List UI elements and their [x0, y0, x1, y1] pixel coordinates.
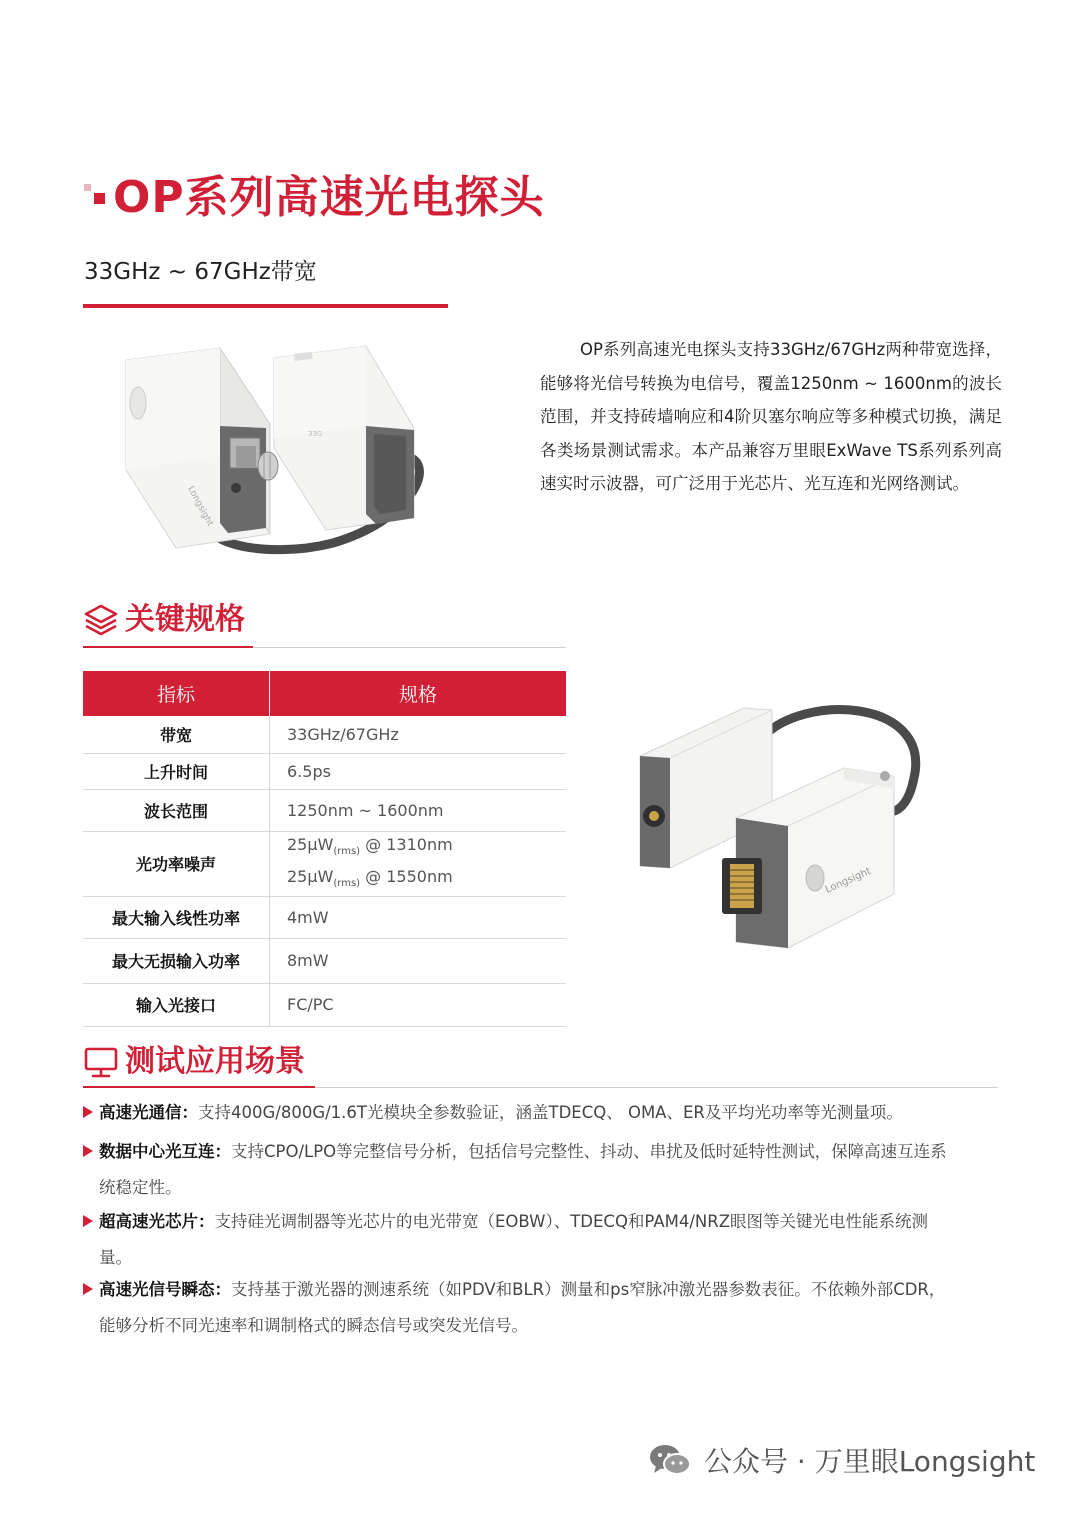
spec-value: 4mW	[270, 896, 567, 938]
bullet-arrow-icon	[83, 1283, 93, 1295]
app-item-text: 支持硅光调制器等光芯片的电光带宽（EOBW）、TDECQ和PAM4/NRZ眼图等关键光电性能系统测	[214, 1212, 929, 1231]
wechat-icon	[648, 1442, 692, 1478]
spec-table	[83, 671, 566, 1027]
bullet-arrow-icon	[83, 1106, 93, 1118]
spec-section-title: 关键规格	[125, 602, 245, 637]
spec-key: 带宽	[83, 716, 270, 753]
brand-text-2: Longsight	[823, 865, 873, 896]
spec-value: 6.5ps	[270, 753, 567, 789]
apps-section-header	[83, 1042, 305, 1082]
footer-text: 公众号 · 万里眼Longsight	[704, 1445, 1036, 1478]
spec-value	[270, 831, 567, 896]
table-row	[83, 831, 566, 896]
layers-icon	[83, 602, 119, 638]
spec-key: 输入光接口	[83, 983, 270, 1026]
probe-label-tag: 33G	[308, 430, 323, 438]
app-item-text-cont: 量。	[99, 1248, 132, 1267]
title-decoration	[84, 184, 91, 191]
spec-value: 1250nm ~ 1600nm	[270, 789, 567, 831]
table-row	[83, 896, 566, 938]
app-item-text-cont: 统稳定性。	[99, 1178, 182, 1197]
product-image-probe-angled	[632, 698, 932, 960]
bullet-arrow-icon	[83, 1145, 93, 1157]
intro-paragraph	[540, 333, 1002, 501]
app-item	[83, 1204, 998, 1276]
intro-text: OP系列高速光电探头支持33GHz/67GHz两种带宽选择，能够将光信号转换为电信号，覆盖1250nm ~ 1600nm的波长范围，并支持砖墙响应和4阶贝塞尔响应等多种模式切换，满足各类场景测试需求。本产品兼容万里眼ExWave TS系列系列高速实时示波器，可广泛用于光芯片、光互连和光网络测试。	[540, 340, 1002, 493]
spec-value: 33GHz/67GHz	[270, 716, 567, 753]
app-item-text: 支持400G/800G/1.6T光模块全参数验证，涵盖TDECQ、 OMA、ER及平均光功率等光测量项。	[198, 1103, 903, 1122]
table-row	[83, 753, 566, 789]
monitor-icon	[83, 1044, 119, 1080]
apps-section-title: 测试应用场景	[125, 1044, 305, 1079]
spec-key: 光功率噪声	[83, 831, 270, 896]
brand-text: Longsight	[185, 484, 215, 529]
spec-section-header	[83, 600, 245, 640]
app-item	[83, 1134, 998, 1206]
noise-line-1310: 25µW$_{(rms)}$ @ 1310nm	[287, 834, 453, 857]
table-row	[83, 938, 566, 983]
app-item-label: 高速光通信：	[99, 1103, 198, 1122]
header-metric: 指标	[83, 671, 270, 716]
table-row	[83, 789, 566, 831]
app-item	[83, 1095, 998, 1131]
spec-section-accent	[83, 646, 253, 648]
app-item-label: 数据中心光互连：	[99, 1142, 231, 1161]
spec-table-header	[83, 671, 566, 716]
table-row	[83, 716, 566, 753]
table-row	[83, 983, 566, 1026]
spec-value: FC/PC	[270, 983, 567, 1026]
app-item-text: 支持CPO/LPO等完整信号分析，包括信号完整性、抖动、串扰及低时延特性测试，保障高速互连系	[231, 1142, 947, 1161]
apps-section-accent	[83, 1086, 315, 1088]
app-item-text-cont: 能够分析不同光速率和调制格式的瞬态信号或突发光信号。	[99, 1316, 528, 1335]
spec-section-divider	[253, 647, 566, 648]
noise-line-1550: 25µW$_{(rms)}$ @ 1550nm	[287, 866, 453, 889]
app-item-label: 超高速光芯片：	[99, 1212, 215, 1231]
app-item	[83, 1272, 998, 1344]
title-bullet	[94, 193, 105, 204]
spec-key: 波长范围	[83, 789, 270, 831]
footer-watermark	[648, 1440, 1035, 1480]
app-item-label: 高速光信号瞬态：	[99, 1280, 231, 1299]
spec-key: 最大无损输入功率	[83, 938, 270, 983]
bullet-arrow-icon	[83, 1215, 93, 1227]
page-subtitle: 33GHz ~ 67GHz带宽	[84, 259, 317, 285]
header-spec: 规格	[270, 671, 567, 716]
title-underline	[83, 304, 448, 308]
spec-value: 8mW	[270, 938, 567, 983]
product-image-probe-pair	[118, 338, 448, 563]
page-title: OP系列高速光电探头	[113, 172, 545, 223]
app-item-text: 支持基于激光器的测速系统（如PDV和BLR）测量和ps窄脉冲激光器参数表征。不依赖外部CDR，	[231, 1280, 946, 1299]
spec-key: 上升时间	[83, 753, 270, 789]
spec-key: 最大输入线性功率	[83, 896, 270, 938]
